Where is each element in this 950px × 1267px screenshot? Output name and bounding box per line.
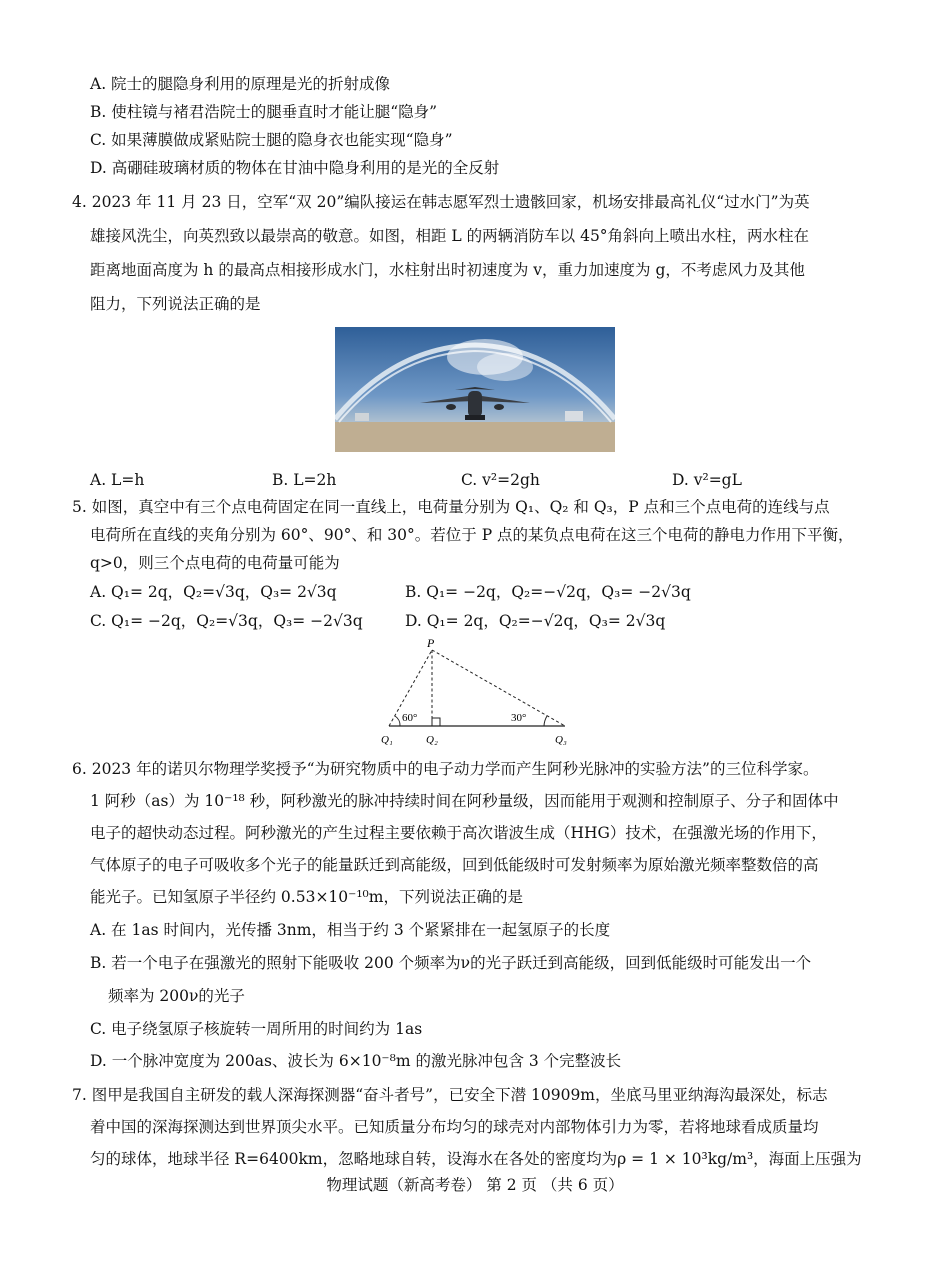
q6-option-b: B. 若一个电子在强激光的照射下能吸收 200 个频率为ν的光子跃迁到高能级，回到低能级时可能发出一个 bbox=[90, 954, 812, 972]
page-footer: 物理试题（新高考卷） 第 2 页 （共 6 页） bbox=[326, 1176, 624, 1194]
q6-line-4: 气体原子的电子可吸收多个光子的能量跃迁到高能级，回到低能级时可发射频率为原始激光频率整数倍的高 bbox=[90, 856, 819, 874]
q5-option-b: B. Q₁= −2q，Q₂=−√2q，Q₃= −2√3q bbox=[405, 583, 691, 601]
q5-line-1: 5. 如图，真空中有三个点电荷固定在同一直线上，电荷量分别为 Q₁、Q₂ 和 Q₃，P 点和三个点电荷的连线与点 bbox=[72, 498, 830, 516]
label-angle-60: 60° bbox=[402, 712, 418, 724]
q5-option-d: D. Q₁= 2q，Q₂=−√2q，Q₃= 2√3q bbox=[405, 612, 666, 630]
q4-option-b: B. L=2h bbox=[272, 471, 337, 489]
q5-option-a: A. Q₁= 2q，Q₂=√3q，Q₃= 2√3q bbox=[90, 583, 337, 601]
q4-option-c: C. v²=2gh bbox=[461, 471, 540, 489]
q3-option-d: D. 高硼硅玻璃材质的物体在甘油中隐身利用的是光的全反射 bbox=[90, 159, 500, 177]
q3-option-a: A. 院士的腿隐身利用的原理是光的折射成像 bbox=[90, 75, 391, 93]
q4-option-d: D. v²=gL bbox=[672, 471, 742, 489]
q6-line-5: 能光子。已知氢原子半径约 0.53×10⁻¹⁰m，下列说法正确的是 bbox=[90, 888, 523, 906]
q6-line-3: 电子的超快动态过程。阿秒激光的产生过程主要依赖于高次谐波生成（HHG）技术，在强激光场的作用下， bbox=[90, 824, 827, 842]
q5-option-c: C. Q₁= −2q，Q₂=√3q，Q₃= −2√3q bbox=[90, 612, 363, 630]
right-angle-mark bbox=[432, 718, 440, 726]
q6-option-c: C. 电子绕氢原子核旋转一周所用的时间约为 1as bbox=[90, 1020, 423, 1038]
q4-line-4: 阻力，下列说法正确的是 bbox=[90, 295, 261, 313]
q5-line-3: q>0，则三个点电荷的电荷量可能为 bbox=[90, 554, 340, 572]
angle-arc-30 bbox=[544, 716, 547, 726]
q4-option-a: A. L=h bbox=[90, 471, 145, 489]
angle-arc-60 bbox=[395, 716, 400, 726]
line-q3-p bbox=[432, 650, 565, 726]
q5-line-2: 电荷所在直线的夹角分别为 60°、90°、和 30°。若位于 P 点的某负点电荷在这三个电荷的静电力作用下平衡， bbox=[90, 526, 854, 544]
q7-line-2: 着中国的深海探测达到世界顶尖水平。已知质量分布均匀的球壳对内部物体引力为零，若将地球看成质量均 bbox=[90, 1118, 819, 1136]
q3-option-c: C. 如果薄膜做成紧贴院士腿的隐身衣也能实现“隐身” bbox=[90, 131, 453, 149]
label-q3: Q₃ bbox=[555, 734, 567, 746]
q6-option-d: D. 一个脉冲宽度为 200as、波长为 6×10⁻⁸m 的激光脉冲包含 3 个完整波长 bbox=[90, 1052, 622, 1070]
water-salute-photo bbox=[335, 327, 615, 452]
label-q1: Q₁ bbox=[381, 734, 393, 746]
q4-line-3: 距离地面高度为 h 的最高点相接形成水门，水柱射出时初速度为 v，重力加速度为 g，不考虑风力及其他 bbox=[90, 261, 805, 279]
q4-line-1: 4. 2023 年 11 月 23 日，空军“双 20”编队接运在韩志愿军烈士遗骸回家，机场安排最高礼仪“过水门”为英 bbox=[72, 193, 810, 211]
label-p: P bbox=[427, 636, 435, 650]
q3-option-b: B. 使柱镜与褚君浩院士的腿垂直时才能让腿“隐身” bbox=[90, 103, 438, 121]
q7-line-1: 7. 图甲是我国自主研发的载人深海探测器“奋斗者号”，已安全下潜 10909m，坐底马里亚纳海沟最深处，标志 bbox=[72, 1086, 828, 1104]
q6-option-b-cont: 频率为 200ν的光子 bbox=[108, 987, 245, 1005]
q6-line-2: 1 阿秒（as）为 10⁻¹⁸ 秒，阿秒激光的脉冲持续时间在阿秒量级，因而能用于观测和控制原子、分子和固体中 bbox=[90, 792, 839, 810]
q6-option-a: A. 在 1as 时间内，光传播 3nm，相当于约 3 个紧紧排在一起氢原子的长度 bbox=[90, 921, 611, 939]
q6-line-1: 6. 2023 年的诺贝尔物理学奖授予“为研究物质中的电子动力学而产生阿秒光脉冲的实验方法”的三位科学家。 bbox=[72, 760, 819, 778]
label-q2: Q₂ bbox=[426, 734, 438, 746]
q7-line-3: 匀的球体，地球半径 R=6400km，忽略地球自转，设海水在各处的密度均为ρ = 1 × 10³kg/m³，海面上压强为 bbox=[90, 1150, 862, 1168]
charge-triangle-diagram bbox=[375, 633, 575, 750]
q4-line-2: 雄接风洗尘，向英烈致以最崇高的敬意。如图，相距 L 的两辆消防车以 45°角斜向上喷出水柱，两水柱在 bbox=[90, 227, 810, 245]
label-angle-30: 30° bbox=[511, 712, 527, 724]
